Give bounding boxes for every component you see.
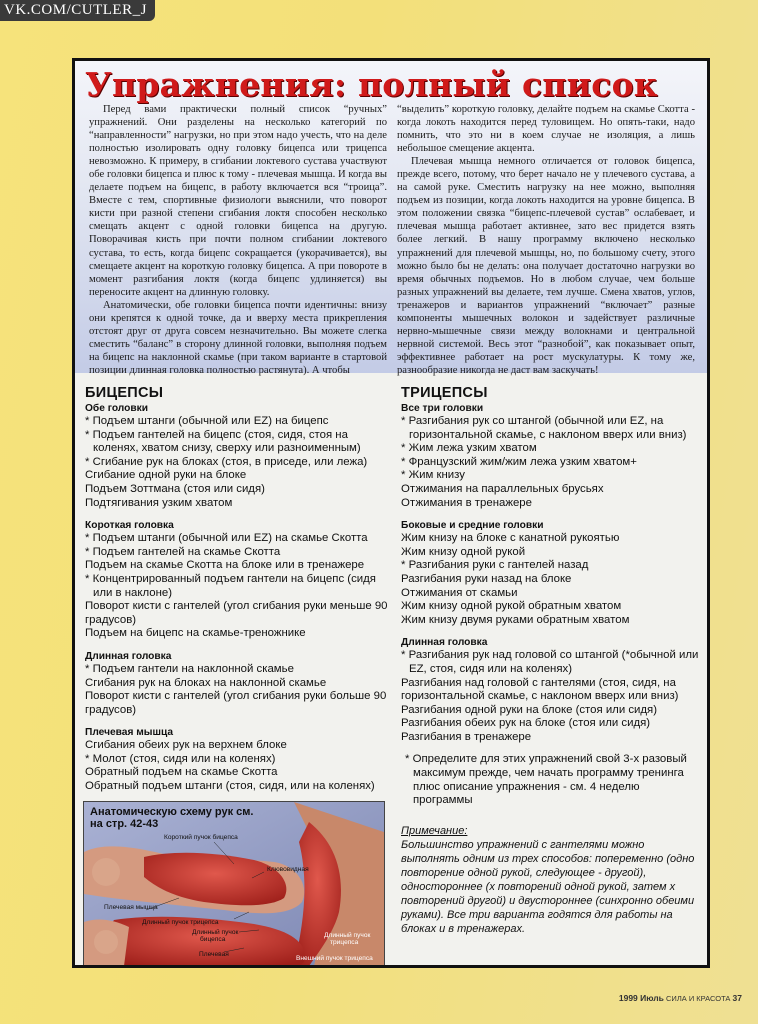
exercise-item: * Разгибания рук над головой со штангой (*обычной или EZ, стоя, сидя или на коленях)	[401, 649, 699, 675]
intro-paragraph: “выделить” короткую головку, делайте подъем на скамье Скотта - когда локоть находится перед туловищем. Но опять-таки, надо помнить, что это ни в коем случае не изоляция, а лишь небольшое смещение акцента.	[397, 104, 695, 155]
exercise-item: Сгибания рук на блоках на наклонной скамье	[85, 676, 327, 689]
label-line: Длинный пучок	[192, 929, 239, 936]
spacer	[401, 808, 701, 824]
exercise-item: Разгибания над головой с гантелями (стоя, сидя, на горизонтальной скамье, с наклоном вверх или вниз)	[401, 676, 679, 703]
spacer	[85, 510, 395, 519]
exercise-item: Жим книзу одной рукой	[401, 545, 526, 558]
anatomy-caption-line: на стр. 42-43	[90, 818, 159, 830]
watermark: VK.COM/CUTLER_J	[0, 0, 155, 21]
article-title: Упражнения: полный список	[85, 65, 658, 104]
subsection-heading: Короткая головка	[85, 520, 174, 532]
exercise-item: * Подъем гантелей на скамье Скотта	[85, 545, 281, 558]
exercise-item: Поворот кисти с гантелей (угол сгибания руки больше 90 градусов)	[85, 690, 387, 716]
intro-paragraph: Анатомически, обе головки бицепса почти идентичны: внизу они крепятся к одной точке, да и вверху места прикрепления отстоят друг от друга совсем незначительно. Вы можете слегка сместить “баланс” в сторону длинной головки, выполняя подъем на бицепс на наклонной скамье (при таком варианте в стартовой позиции длинная головка полностью растянута). А чтобы	[89, 299, 387, 376]
exercise-item: Подъем Зоттмана (стоя или сидя)	[85, 482, 265, 495]
label-outer-triceps: Внешний пучок трицепса	[296, 955, 373, 962]
exercise-item: * Сгибание рук на блоках (стоя, в приседе, или лежа)	[85, 455, 368, 468]
footer-date: 1999 Июль	[618, 993, 664, 1003]
intro-column-left	[89, 103, 387, 377]
note-text: Большинство упражнений с гантелями можно выполнять одним из трех способов: попеременно (одно повторение одной рукой, следующее - другой), одностороннее (x повторений одной рукой, затем x повторений другой) и двустороннее (синхронно обеими руками). Все три варианта годятся для работы на блоках и в тренажерах.	[401, 838, 695, 935]
exercise-item: Подъем на скамье Скотта на блоке или в тренажере	[85, 559, 365, 572]
spacer	[401, 627, 701, 636]
exercise-item: * Подъем штанги (обычной или EZ) на бицепс	[85, 415, 329, 427]
exercise-item: Подъем на бицепс на скамье-треножнике	[85, 627, 306, 640]
exercise-item: Сгибание одной руки на блоке	[85, 469, 247, 482]
subsection-heading: Все три головки	[401, 403, 484, 414]
label-long-triceps-right	[324, 932, 370, 946]
exercise-item: * Подъем гантелей на бицепс (стоя, сидя, стоя на коленях, хватом снизу, сверху или разноименным)	[85, 428, 361, 455]
exercise-item: * Концентрированный подъем гантели на бицепс (сидя или в наклоне)	[85, 572, 376, 599]
anatomy-caption	[90, 806, 254, 830]
label-coracobrachialis: Клювовидная	[267, 866, 309, 873]
intro-paragraph: Перед вами практически полный список “ручных” упражнений. Они разделены на несколько категорий по “направленности” нагрузки, но при этом надо учесть, что на деле полностью изолировать одну головку бицепса или трицепса невозможно. К примеру, в сгибании локтевого сустава участвуют обе головки бицепса и плюс к тому - плечевая мышца. И когда вы делаете подъем на бицепс, в работу включается вся “троица”. Вместе с тем, спортивные физиологи выяснили, что поворот кисти при разной степени сгибания локтя способен несколько смещать акцент с одной головки бицепса на другую. Поворачивая кисть при почти полном сгибании локтевого сустава, то есть, когда бицепс сокращается (укорачивается), вы смещаете акцент на короткую головку бицепса. А при повороте в момент разгибания локтя (когда бицепс удлиняется) вы переносите акцент на длинную головку.	[89, 104, 387, 298]
exercise-item: Отжимания в тренажере	[401, 496, 532, 509]
exercise-item: Обратный подъем штанги (стоя, сидя, или на коленях)	[85, 780, 375, 793]
page-footer	[619, 993, 742, 1003]
footer-page-number: 37	[732, 993, 742, 1003]
label-line: бицепса	[200, 936, 226, 943]
label-line: Длинный пучок	[324, 932, 371, 939]
subsection-heading: Боковые и средние головки	[401, 520, 544, 532]
exercise-item: * Разгибания рук со штангой (обычной или EZ, на горизонтальной скамье, с наклоном вверх или вниз)	[401, 415, 687, 441]
intro-paragraph: Плечевая мышца немного отличается от головок бицепса, прежде всего, потому, что берет начало не у плечевого сустава, а на самой руке. Сместить нагрузку на нее можно, выполняя подъем из позиции, когда локоть находится на уровне бицепса. В этом положении связка “бицепс-плечевой сустав” ослабевает, и плечевая мышца работает активнее, зато вес придется взять более легкий. В нашу программу включено несколько упражнений для плечевой мышцы, но, по большому счету, этого можно было бы не делать: она получает достаточно нагрузки во время обычных подъемов. Но в любом случае, чем больше разных упражнений вы делаете, тем лучше. Смена хватов, углов, тренажеров и вариантов упражнений “включает” разные компоненты мышечных волокон и задействует различные нервно-мышечные связи между волокнами и центральной нервной системой. Весь этот “разнобой”, как показывает опыт, эффективнее работает на рост мускулатуры. К тому же, разнообразие никогда не даст вам заскучать!	[397, 156, 695, 376]
label-brachialis: Плечевая мышца	[104, 904, 158, 911]
exercise-item: Поворот кисти с гантелей (угол сгибания руки меньше 90 градусов)	[85, 600, 388, 626]
section-heading: БИЦЕПСЫ	[85, 385, 164, 401]
exercise-item: Разгибания руки назад на блоке	[401, 572, 572, 585]
exercise-item: * Жим книзу	[401, 469, 465, 482]
label-short-biceps: Короткий пучок бицепса	[164, 834, 238, 841]
triceps-footnote: * Определите для этих упражнений свой 3-х разовый максимум прежде, чем начать программу тренинга плюс описание упражнения - см. 4 неделю программы	[405, 753, 687, 807]
spacer	[401, 744, 701, 753]
spacer	[85, 717, 395, 726]
exercise-item: Разгибания одной руки на блоке (стоя или сидя)	[401, 703, 658, 716]
exercise-item: Жим книзу на блоке с канатной рукоятью	[401, 532, 620, 545]
label-brachio: Плечевая	[199, 951, 229, 958]
exercise-item: * Жим лежа узким хватом	[401, 442, 537, 455]
exercise-item: Обратный подъем на скамье Скотта	[85, 766, 278, 779]
section-heading: ТРИЦЕПСЫ	[401, 385, 488, 401]
article-frame	[72, 58, 710, 968]
spacer	[401, 510, 701, 519]
exercise-item: Жим книзу двумя руками обратным хватом	[401, 613, 630, 626]
exercise-item: * Подъем штанги (обычной или EZ) на скамье Скотта	[85, 532, 368, 545]
subsection-heading: Длинная головка	[85, 650, 172, 662]
anatomy-caption-line: Анатомическую схему рук см.	[90, 806, 254, 818]
triceps-section	[401, 385, 701, 936]
label-long-biceps	[192, 929, 238, 943]
anatomy-illustration	[83, 801, 385, 967]
footer-magazine: СИЛА И КРАСОТА	[666, 994, 731, 1003]
biceps-section	[85, 385, 395, 794]
exercise-item: Сгибания обеих рук на верхнем блоке	[85, 739, 287, 752]
exercise-item: Отжимания от скамьи	[401, 586, 518, 599]
subsection-heading: Обе головки	[85, 403, 148, 414]
intro-panel	[75, 61, 707, 376]
exercise-item: Подтягивания узким хватом	[85, 496, 233, 509]
note-title: Примечание:	[401, 824, 468, 837]
subsection-heading: Плечевая мышца	[85, 727, 174, 739]
label-long-triceps: Длинный пучок трицепса	[142, 919, 219, 926]
exercise-item: * Разгибания руки с гантелей назад	[401, 559, 589, 572]
subsection-heading: Длинная головка	[401, 637, 488, 649]
intro-column-right	[397, 103, 695, 377]
exercise-item: * Французский жим/жим лежа узким хватом+	[401, 455, 637, 468]
exercise-item: Отжимания на параллельных брусьях	[401, 482, 604, 495]
exercise-item: Разгибания обеих рук на блоке (стоя или сидя)	[401, 717, 651, 730]
exercise-item: * Подъем гантели на наклонной скамье	[85, 662, 294, 675]
exercise-item: Разгибания в тренажере	[401, 730, 532, 743]
label-line: трицепса	[330, 939, 359, 946]
spacer	[85, 641, 395, 650]
exercise-item: Жим книзу одной рукой обратным хватом	[401, 600, 622, 613]
exercise-item: * Молот (стоя, сидя или на коленях)	[85, 752, 276, 765]
